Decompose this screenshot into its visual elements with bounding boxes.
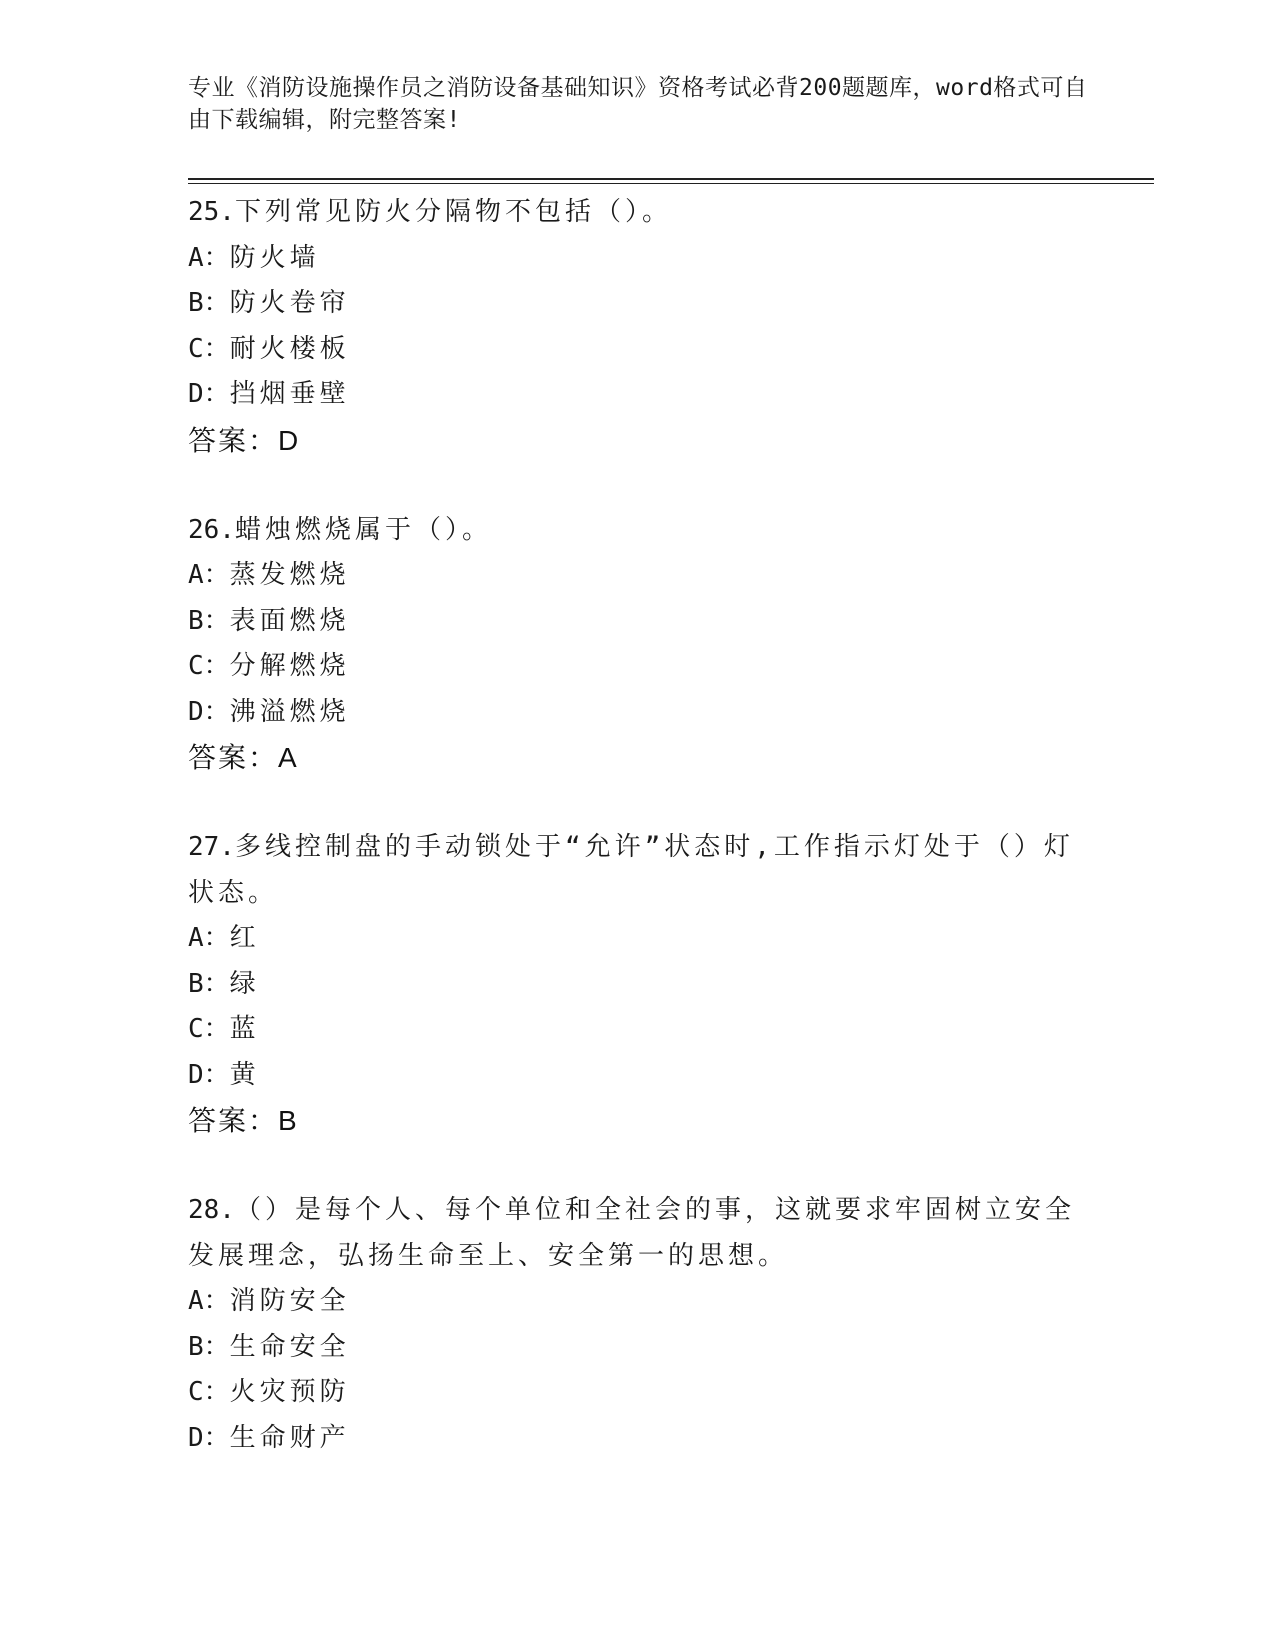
option-text: 沸溢燃烧 — [229, 696, 350, 727]
question-text: 下列常见防火分隔物不包括（）。 — [234, 197, 672, 227]
question-number: 26. — [188, 514, 235, 545]
option-text: 火灾预防 — [229, 1377, 350, 1407]
question-27 — [188, 825, 1088, 1144]
question-stem — [188, 825, 1088, 916]
option-letter: B： — [188, 288, 230, 318]
option-text: 生命安全 — [229, 1331, 350, 1362]
option-text: 绿 — [229, 968, 260, 999]
option-letter: B： — [188, 1331, 230, 1362]
option-text: 生命财产 — [229, 1422, 350, 1453]
header-divider-thin — [188, 183, 1154, 184]
option-letter: C： — [188, 1014, 230, 1044]
option-letter: C： — [188, 1377, 230, 1407]
option-c — [188, 644, 1088, 690]
option-letter: B： — [188, 605, 230, 636]
option-text: 蓝 — [229, 1014, 260, 1044]
option-b — [188, 599, 1088, 645]
option-text: 红 — [229, 923, 260, 953]
header-divider-thick — [188, 178, 1154, 180]
option-letter: C： — [188, 333, 230, 364]
option-d — [188, 1053, 1088, 1099]
question-stem — [188, 190, 1088, 236]
option-text: 耐火楼板 — [229, 333, 350, 364]
option-c — [188, 1007, 1088, 1053]
answer-line: 答案：D — [188, 424, 301, 456]
option-text: 消防安全 — [229, 1286, 350, 1316]
option-b — [188, 1325, 1088, 1371]
header-intro-text: 专业《消防设施操作员之消防设备基础知识》资格考试必背200题题库，word格式可自由下载编辑，附完整答案! — [188, 75, 1088, 133]
question-text: （）是每个人、每个单位和全社会的事，这就要求牢固树立安全发展理念，弘扬生命至上、安全第一的思想。 — [188, 1195, 1075, 1271]
question-28 — [188, 1188, 1088, 1461]
question-text: 蜡烛燃烧属于（）。 — [234, 514, 492, 545]
option-text: 表面燃烧 — [229, 605, 350, 636]
answer-line: 答案：B — [188, 1105, 299, 1136]
option-letter: A： — [188, 242, 230, 273]
option-b — [188, 962, 1088, 1008]
option-text: 分解燃烧 — [229, 651, 350, 681]
question-number: 25. — [188, 197, 235, 227]
option-c — [188, 327, 1088, 373]
question-stem — [188, 508, 1088, 554]
option-letter: D： — [188, 1422, 230, 1453]
option-letter: D： — [188, 1059, 230, 1090]
option-a — [188, 1279, 1088, 1325]
option-a — [188, 916, 1088, 962]
question-stem — [188, 1188, 1088, 1279]
option-letter: D： — [188, 379, 230, 409]
option-d — [188, 690, 1088, 736]
option-d — [188, 372, 1088, 418]
option-letter: C： — [188, 651, 230, 681]
question-text: 多线控制盘的手动锁处于“允许”状态时,工作指示灯处于（）灯状态。 — [188, 832, 1074, 908]
option-a — [188, 553, 1088, 599]
question-list — [188, 190, 1088, 1505]
question-25 — [188, 190, 1088, 464]
option-letter: B： — [188, 968, 230, 999]
option-letter: A： — [188, 923, 230, 953]
question-26 — [188, 508, 1088, 782]
answer-line: 答案：A — [188, 742, 299, 773]
option-letter: D： — [188, 696, 230, 727]
option-text: 挡烟垂壁 — [229, 379, 350, 409]
option-letter: A： — [188, 560, 230, 590]
option-text: 防火墙 — [229, 242, 320, 273]
question-number: 27. — [188, 832, 235, 862]
option-c — [188, 1370, 1088, 1416]
option-text: 黄 — [229, 1059, 260, 1090]
option-text: 蒸发燃烧 — [229, 560, 350, 590]
option-letter: A： — [188, 1286, 230, 1316]
question-number: 28. — [188, 1195, 235, 1225]
option-b — [188, 281, 1088, 327]
document-header — [188, 72, 1088, 136]
option-a — [188, 236, 1088, 282]
option-text: 防火卷帘 — [229, 288, 350, 318]
option-d — [188, 1416, 1088, 1462]
